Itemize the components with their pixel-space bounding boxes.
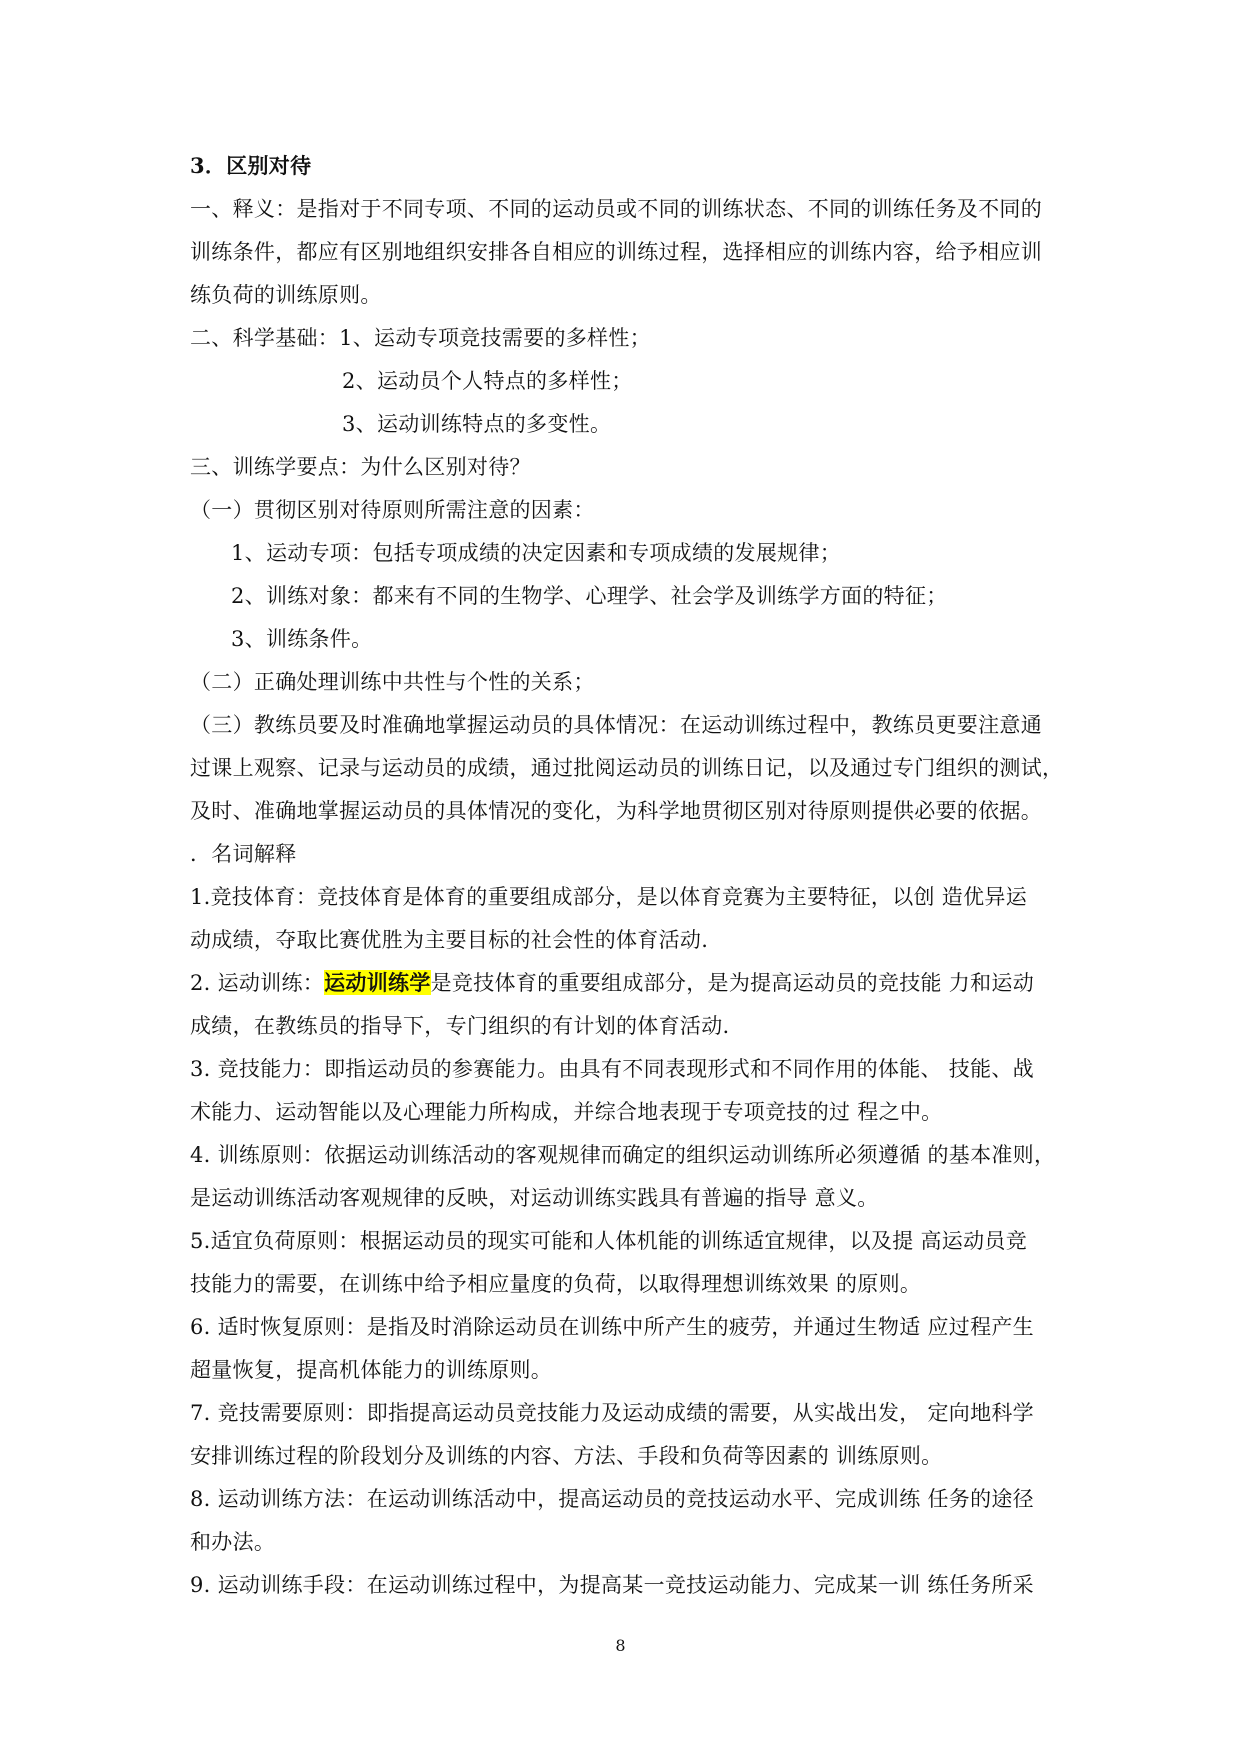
paragraph-line: 和办法。 <box>190 1530 276 1554</box>
paragraph-line: 3. 竞技能力：即指运动员的参赛能力。由具有不同表现形式和不同作用的体能、 技能、战 <box>190 1057 1034 1081</box>
section-heading: 3．区别对待 <box>190 153 312 178</box>
paragraph-line: 技能力的需要，在训练中给予相应量度的负荷，以取得理想训练效果 的原则。 <box>190 1272 922 1296</box>
paragraph-line: 二、科学基础：1、运动专项竞技需要的多样性； <box>190 326 651 350</box>
paragraph-line: 练负荷的训练原则。 <box>190 283 382 307</box>
paragraph-line: 安排训练过程的阶段划分及训练的内容、方法、手段和负荷等因素的 训练原则。 <box>190 1444 943 1468</box>
paragraph-line: 超量恢复，提高机体能力的训练原则。 <box>190 1358 553 1382</box>
paragraph-line: 5.适宜负荷原则：根据运动员的现实可能和人体机能的训练适宜规律，以及提 高运动员竞 <box>190 1229 1028 1253</box>
paragraph-line: 2、训练对象：都来有不同的生物学、心理学、社会学及训练学方面的特征； <box>231 584 948 608</box>
paragraph-line: 1、运动专项：包括专项成绩的决定因素和专项成绩的发展规律； <box>231 541 842 565</box>
paragraph-line <box>190 969 1034 997</box>
paragraph-line: （一）贯彻区别对待原则所需注意的因素： <box>190 498 595 522</box>
subsection-heading: ．名词解释 <box>190 842 297 866</box>
paragraph-line: 2、运动员个人特点的多样性； <box>342 369 633 393</box>
paragraph-line: 4. 训练原则：依据运动训练活动的客观规律而确定的组织运动训练所必须遵循 的基本准则， <box>190 1143 1056 1167</box>
paragraph-line: 动成绩，夺取比赛优胜为主要目标的社会性的体育活动. <box>190 928 709 952</box>
paragraph-line: 及时、准确地掌握运动员的具体情况的变化，为科学地贯彻区别对待原则提供必要的依据。 <box>190 799 1042 823</box>
paragraph-line: 术能力、运动智能以及心理能力所构成，并综合地表现于专项竞技的过 程之中。 <box>190 1100 943 1124</box>
paragraph-line: 是运动训练活动客观规律的反映，对运动训练实践具有普遍的指导 意义。 <box>190 1186 879 1210</box>
paragraph-line: （二）正确处理训练中共性与个性的关系； <box>190 670 595 694</box>
paragraph-line: 三、训练学要点：为什么区别对待？ <box>190 455 531 479</box>
paragraph-line: 8. 运动训练方法：在运动训练活动中，提高运动员的竞技运动水平、完成训练 任务的途径 <box>190 1487 1034 1511</box>
paragraph-line: 9. 运动训练手段：在运动训练过程中，为提高某一竞技运动能力、完成某一训 练任务所采 <box>190 1573 1034 1597</box>
paragraph-line: 成绩，在教练员的指导下，专门组织的有计划的体育活动. <box>190 1014 730 1038</box>
paragraph-line: 3、训练条件。 <box>231 627 373 651</box>
term-definition: 是竞技体育的重要组成部分，是为提高运动员的竞技能 力和运动 <box>430 971 1034 995</box>
paragraph-line: （三）教练员要及时准确地掌握运动员的具体情况：在运动训练过程中，教练员更要注意通 <box>190 713 1042 737</box>
paragraph-line: 3、运动训练特点的多变性。 <box>342 412 612 436</box>
page-number: 8 <box>615 1636 626 1655</box>
paragraph-line: 7. 竞技需要原则：即指提高运动员竞技能力及运动成绩的需要，从实战出发， 定向地科学 <box>190 1401 1034 1425</box>
paragraph-line: 过课上观察、记录与运动员的成绩，通过批阅运动员的训练日记，以及通过专门组织的测试， <box>190 756 1064 780</box>
paragraph-line: 6. 适时恢复原则：是指及时消除运动员在训练中所产生的疲劳，并通过生物适 应过程产生 <box>190 1315 1034 1339</box>
paragraph-line: 1.竞技体育：竞技体育是体育的重要组成部分，是以体育竞赛为主要特征，以创 造优异运 <box>190 885 1028 909</box>
highlighted-term: 运动训练学 <box>324 970 431 995</box>
paragraph-line: 一、释义：是指对于不同专项、不同的运动员或不同的训练状态、不同的训练任务及不同的 <box>190 197 1042 221</box>
paragraph-line: 训练条件，都应有区别地组织安排各自相应的训练过程，选择相应的训练内容，给予相应训 <box>190 240 1042 264</box>
term-label: 2. 运动训练： <box>190 971 325 995</box>
